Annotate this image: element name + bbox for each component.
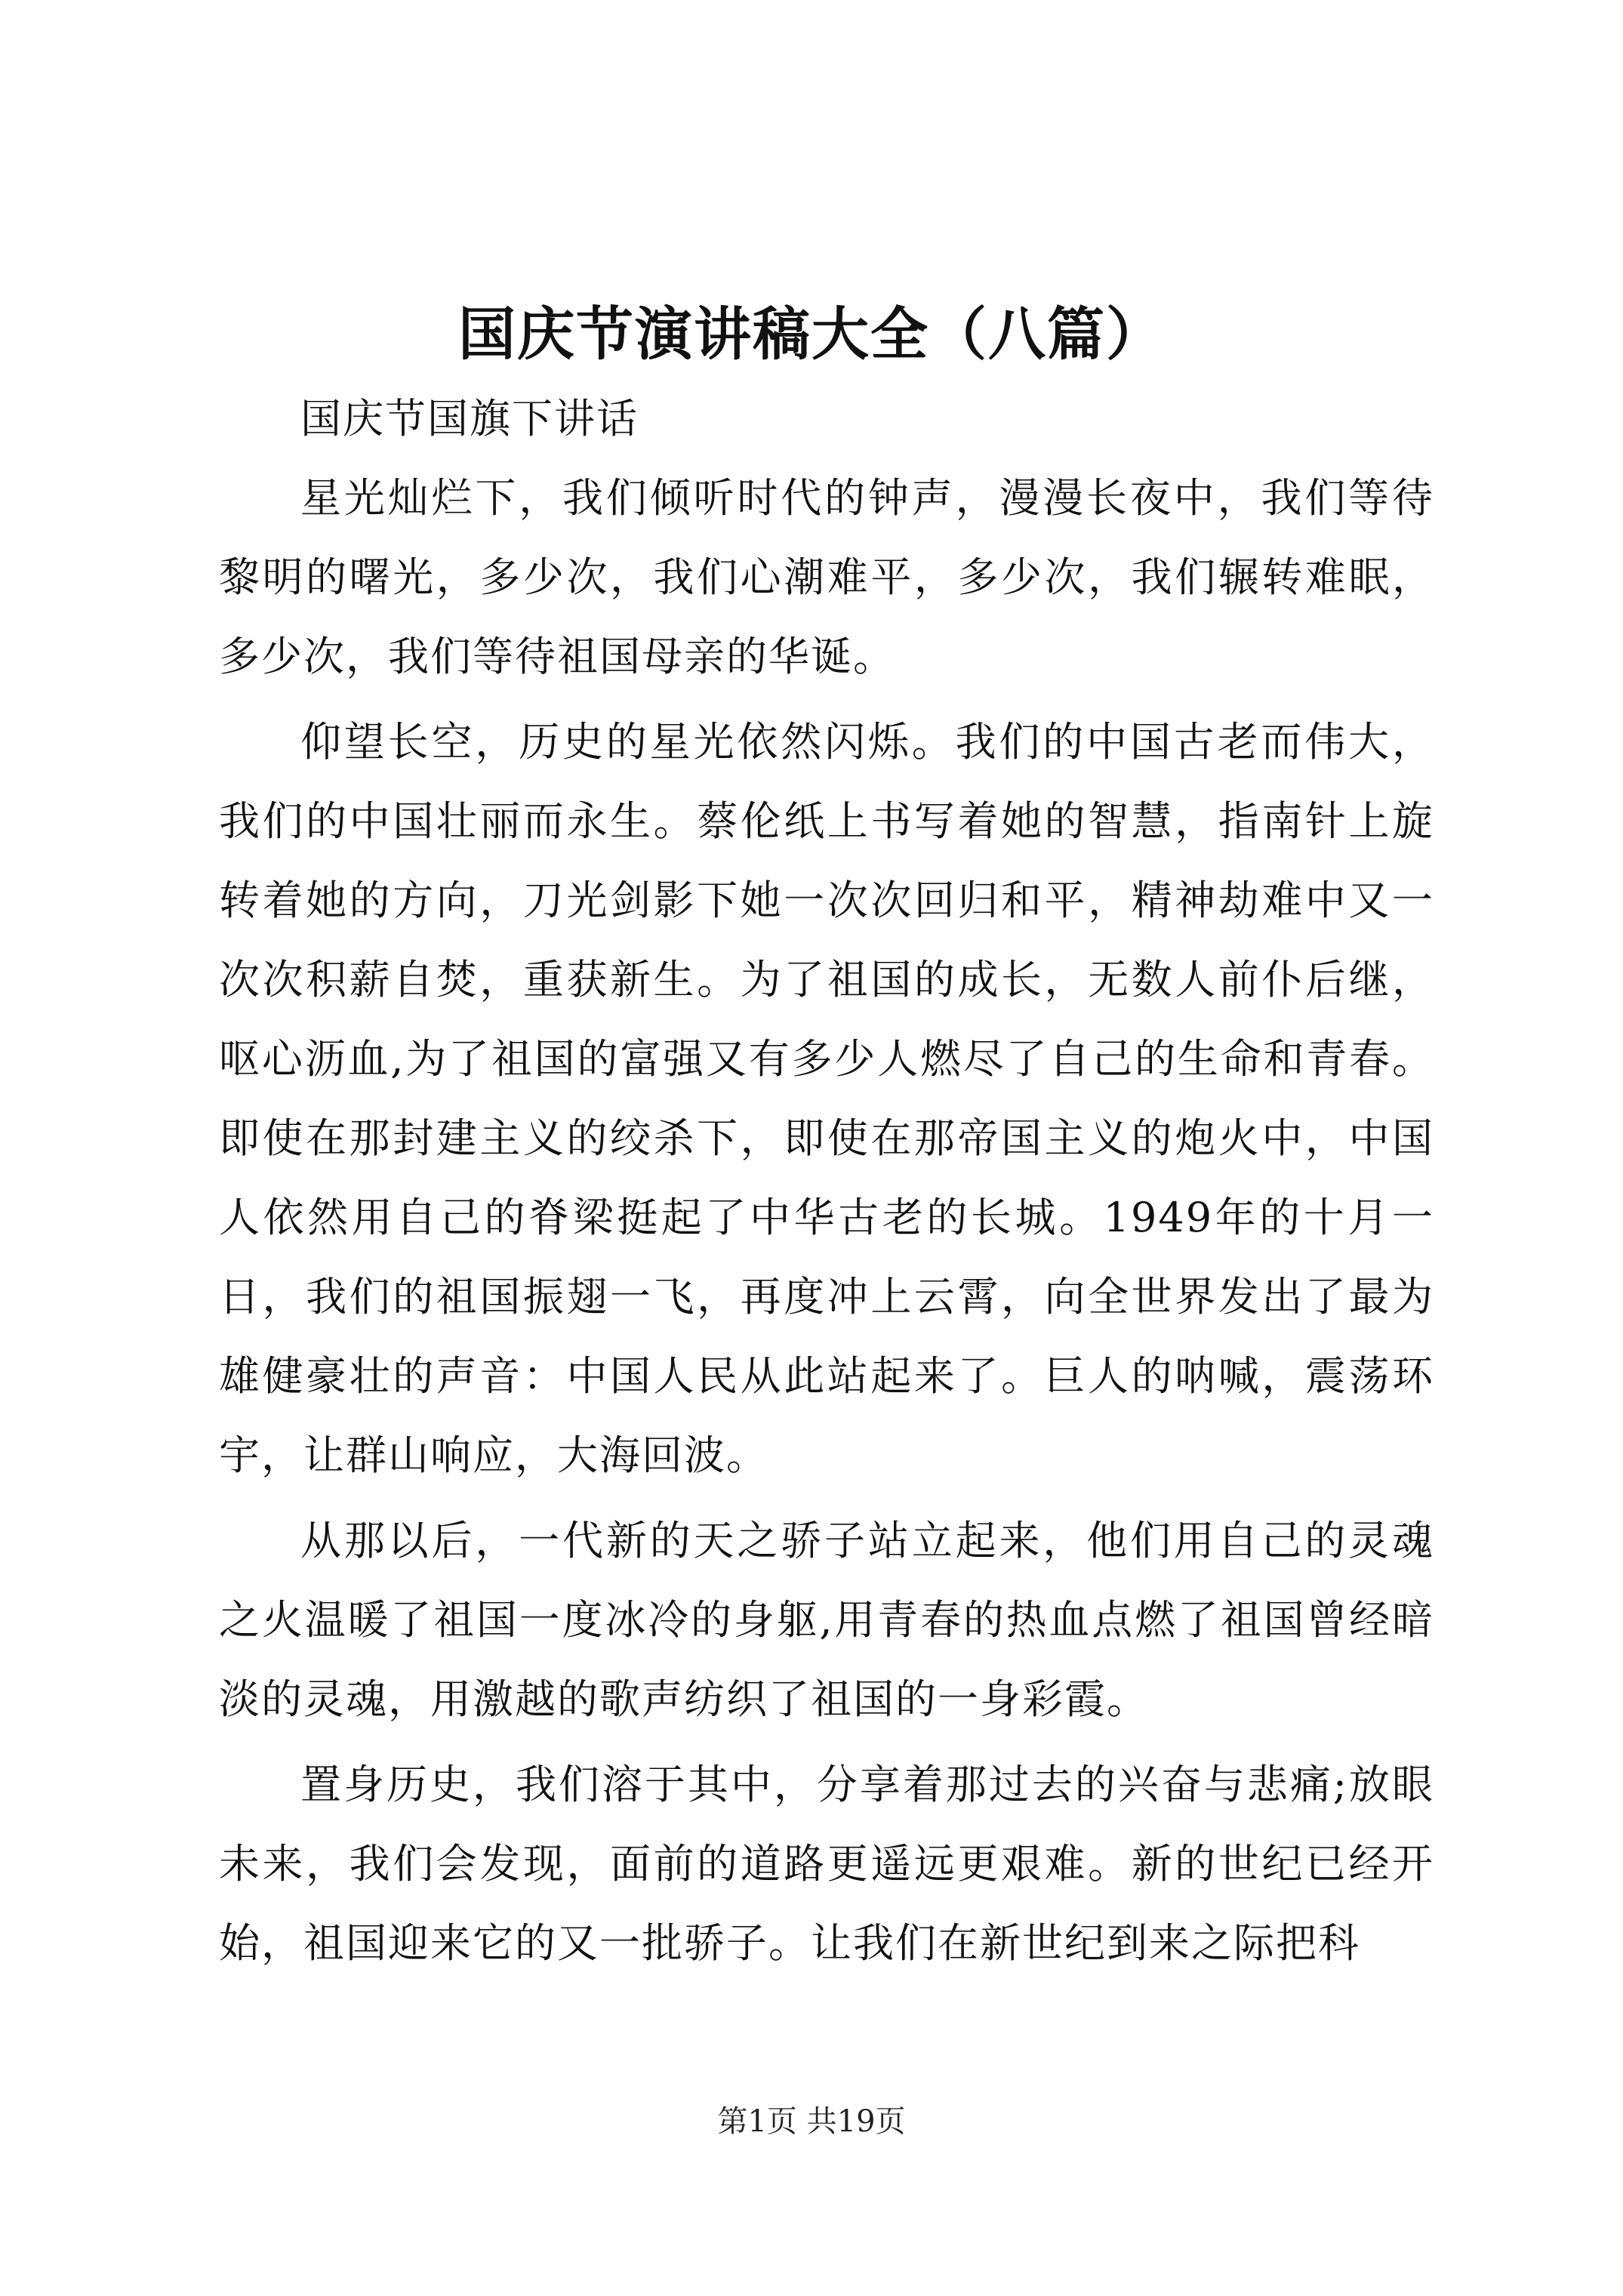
document-body xyxy=(219,379,1434,1989)
section-heading: 国庆节国旗下讲话 xyxy=(300,395,639,442)
paragraph-4: 置身历史，我们溶于其中，分享着那过去的兴奋与悲痛;放眼未来，我们会发现，面前的道路更遥远更艰难。新的世纪已经开始，祖国迎来它的又一批骄子。让我们在新世纪到来之际把科 xyxy=(219,1761,1434,1967)
page-footer: 第1页 共19页 xyxy=(717,2104,906,2139)
paragraph-2: 仰望长空，历史的星光依然闪烁。我们的中国古老而伟大，我们的中国壮丽而永生。蔡伦纸上书写着她的智慧，指南针上旋转着她的方向，刀光剑影下她一次次回归和平，精神劫难中又一次次积薪自焚，重获新生。为了祖国的成长，无数人前仆后继，呕心沥血,为了祖国的富强又有多少人燃尽了自己的生命和青春。即使在那封建主义的绞杀下，即使在那帝国主义的炮火中，中国人依然用自己的脊梁挺起了中华古老的长城。1949年的十月一日，我们的祖国振翅一飞，再度冲上云霄，向全世界发出了最为雄健豪壮的声音：中国人民从此站起来了。巨人的呐喊，震荡环宇，让群山响应，大海回波。 xyxy=(219,718,1434,1479)
document-title: 国庆节演讲稿大全（八篇） xyxy=(458,300,1165,368)
paragraph-3: 从那以后，一代新的天之骄子站立起来，他们用自己的灵魂之火温暖了祖国一度冰冷的身躯,用青春的热血点燃了祖国曾经暗淡的灵魂，用激越的歌声纺织了祖国的一身彩霞。 xyxy=(219,1517,1434,1723)
paragraph-1: 星光灿烂下，我们倾听时代的钟声，漫漫长夜中，我们等待黎明的曙光，多少次，我们心潮难平，多少次，我们辗转难眠，多少次，我们等待祖国母亲的华诞。 xyxy=(219,474,1434,680)
